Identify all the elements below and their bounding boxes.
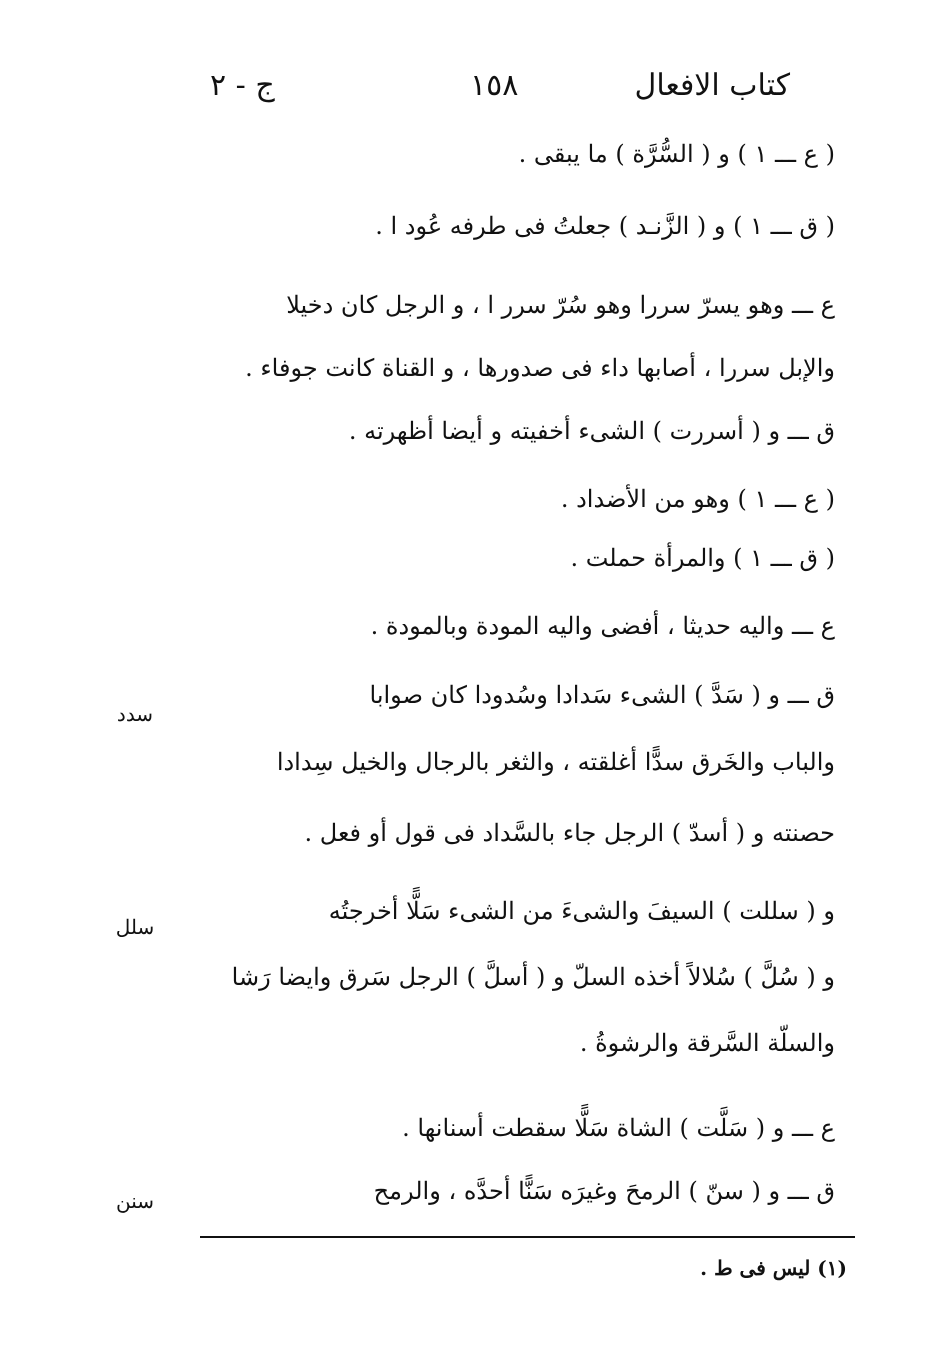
text-line: ( ع ـــ ١ ) وهو من الأضداد .	[560, 485, 835, 513]
text-line: و ( سُلَّ ) سُلالاً أخذه السلّ و ( أسلَّ ) الرجل سَرق وايضا رَشا	[231, 963, 835, 991]
text-line: والإبل سررا ، أصابها داء فى صدورها ، و القناة كانت جوفاء .	[245, 354, 835, 382]
text-line: ( ق ـــ ١ ) و ( الزَّنـد ) جعلتُ فى طرفه عُود ا .	[375, 212, 835, 240]
text-line: و ( سللت ) السيفَ والشىءَ من الشىء سَلًّا أخرجتُه	[328, 897, 835, 925]
text-line: حصنته و ( أسدّ ) الرجل جاء بالسَّداد فى قول أو فعل .	[304, 819, 835, 847]
text-line: ع ـــ و ( سَلَّت ) الشاة سَلًّا سقطت أسنانها .	[402, 1114, 835, 1142]
text-line: والباب والخَرق سدًّا أغلقته ، والثغر بالرجال والخيل سِدادا	[276, 748, 835, 776]
text-line: ق ـــ و ( سَدَّ ) الشىء سَدادا وسُدودا كان صوابا	[369, 681, 835, 709]
text-line: والسلّة السَّرقة والرشوةُ .	[579, 1029, 835, 1057]
text-line: ( ع ـــ ١ ) و ( السُّرَّة ) ما يبقى .	[518, 140, 835, 168]
footnote: (١) ليس فى ط .	[700, 1256, 847, 1280]
page-number: ١٥٨	[470, 68, 519, 103]
margin-root-sadd: سدد	[116, 702, 154, 726]
text-line: ( ق ـــ ١ ) والمرأة حملت .	[570, 544, 835, 572]
text-line: ق ـــ و ( أسررت ) الشىء أخفيته و أيضا أظهرته .	[348, 417, 835, 445]
page-header	[190, 66, 790, 116]
volume-label: ج - ٢	[210, 68, 275, 103]
text-line: ق ـــ و ( سنّ ) الرمحَ وغيرَه سَنًّا أحدَّه ، والرمح	[373, 1177, 835, 1205]
text-line: ع ـــ وهو يسرّ سررا وهو سُرّ سرر ا ، و الرجل كان دخيلا	[286, 291, 835, 319]
footnote-divider	[200, 1236, 855, 1238]
margin-root-sann: سنن	[115, 1189, 155, 1213]
margin-root-sall: سلل	[115, 915, 155, 939]
book-title: كتاب الافعال	[634, 68, 790, 103]
text-line: ع ـــ واليه حديثا ، أفضى واليه المودة وبالمودة .	[370, 612, 835, 640]
